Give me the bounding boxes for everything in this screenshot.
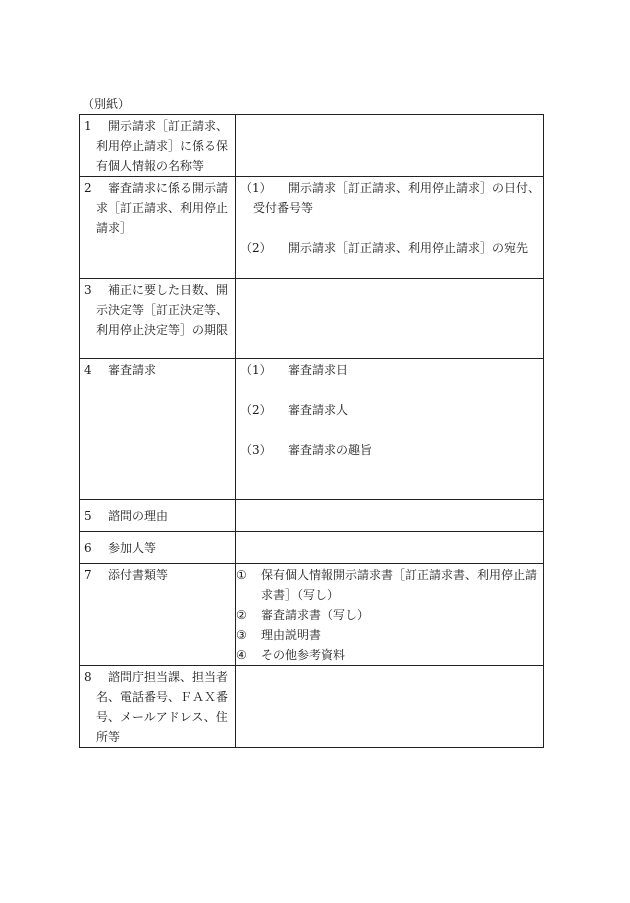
table-row xyxy=(80,359,544,500)
list-item xyxy=(240,440,541,460)
item-number: （2） xyxy=(240,241,272,255)
row-label: 審査請求 xyxy=(108,363,157,377)
item-number: （1） xyxy=(240,363,272,377)
row-label: 諮問の理由 xyxy=(108,509,169,523)
list-item xyxy=(240,238,541,258)
consultation-form-table xyxy=(79,114,544,748)
row-label-cell xyxy=(80,500,236,532)
attachment-label: （別紙） xyxy=(82,97,131,111)
table-row xyxy=(80,279,544,359)
row-label-cell xyxy=(80,279,236,359)
row-number: 1 xyxy=(84,119,92,133)
list-item xyxy=(240,360,541,380)
row-label-cell xyxy=(80,564,236,666)
item-text: 審査請求人 xyxy=(288,403,349,417)
item-text: 審査請求日 xyxy=(288,363,349,377)
row-label: 開示請求［訂正請求、利用停止請求］に係る保有個人情報の名称等 xyxy=(96,119,229,173)
row-label-cell xyxy=(80,359,236,500)
list-item xyxy=(236,645,541,665)
table-row xyxy=(80,666,544,748)
row-content-cell xyxy=(236,500,544,532)
item-number: （3） xyxy=(240,443,272,457)
row-number: 4 xyxy=(84,363,92,377)
list-item xyxy=(240,178,541,218)
table-row xyxy=(80,564,544,666)
row-content-cell xyxy=(236,564,544,666)
row-label: 添付書類等 xyxy=(108,568,169,582)
row-content-cell xyxy=(236,532,544,564)
item-text: 開示請求［訂正請求、利用停止請求］の日付、受付番号等 xyxy=(253,181,541,215)
row-number: 5 xyxy=(84,509,92,523)
item-number: （1） xyxy=(240,181,272,195)
list-item xyxy=(236,605,541,625)
list-item xyxy=(240,400,541,420)
row-label: 諮問庁担当課、担当者名、電話番号、ＦＡＸ番号、メールアドレス、住所等 xyxy=(96,670,229,744)
row-content-cell xyxy=(236,115,544,177)
row-label-cell xyxy=(80,666,236,748)
row-number: 7 xyxy=(84,568,92,582)
list-item xyxy=(236,565,541,605)
row-label-cell xyxy=(80,177,236,279)
item-text: 開示請求［訂正請求、利用停止請求］の宛先 xyxy=(288,241,529,255)
row-content-cell xyxy=(236,279,544,359)
row-number: 2 xyxy=(84,181,92,195)
row-label: 参加人等 xyxy=(108,541,157,555)
table-row xyxy=(80,500,544,532)
table-row xyxy=(80,115,544,177)
list-item xyxy=(236,625,541,645)
item-number: ③ xyxy=(236,628,247,642)
item-number: ② xyxy=(236,608,247,622)
item-text: 理由説明書 xyxy=(261,628,322,642)
item-text: 保有個人情報開示請求書［訂正請求書、利用停止請求書］（写し） xyxy=(261,568,538,602)
row-label-cell xyxy=(80,115,236,177)
item-text: 審査請求書（写し） xyxy=(261,608,370,622)
row-number: 6 xyxy=(84,541,92,555)
row-label: 審査請求に係る開示請求［訂正請求、利用停止請求］ xyxy=(96,181,229,235)
row-number: 3 xyxy=(84,283,92,297)
item-number: ① xyxy=(236,568,247,582)
row-label-cell xyxy=(80,532,236,564)
row-label: 補正に要した日数、開示決定等［訂正決定等、利用停止決定等］の期限 xyxy=(96,283,229,337)
row-number: 8 xyxy=(84,670,92,684)
table-row xyxy=(80,532,544,564)
row-content-cell xyxy=(236,359,544,500)
table-row xyxy=(80,177,544,279)
item-text: その他参考資料 xyxy=(261,648,346,662)
row-content-cell xyxy=(236,177,544,279)
row-content-cell xyxy=(236,666,544,748)
item-number: ④ xyxy=(236,648,247,662)
item-number: （2） xyxy=(240,403,272,417)
item-text: 審査請求の趣旨 xyxy=(288,443,373,457)
